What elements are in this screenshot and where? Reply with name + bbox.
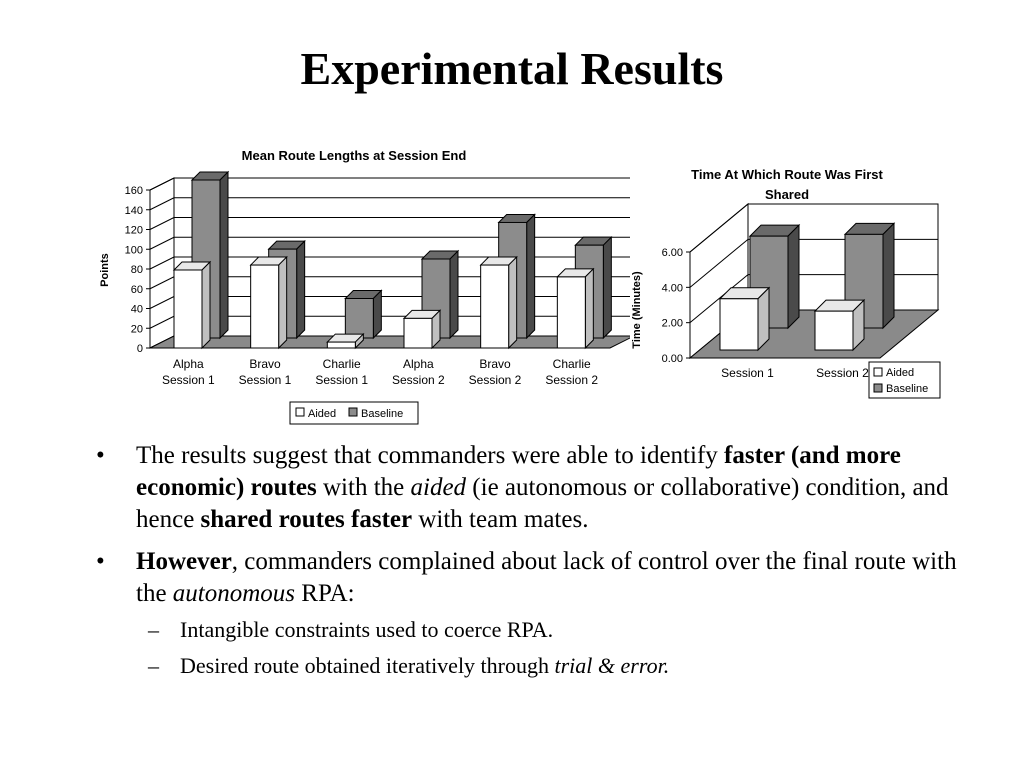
bar-aided <box>327 342 355 348</box>
text-run: The results suggest that commanders were able to identify <box>136 442 725 469</box>
bar-aided <box>720 299 758 350</box>
bar-baseline-side <box>297 241 305 338</box>
y-tick-label: 60 <box>130 283 143 296</box>
bar-aided-side <box>758 288 769 350</box>
text-run: with team mates. <box>412 506 589 533</box>
text-run: trial & error. <box>554 653 670 678</box>
text-run: , commanders complained about lack of control over the final route with the <box>136 548 957 607</box>
bar-baseline <box>345 299 373 339</box>
y-axis-label: Time (Minutes) <box>631 271 643 349</box>
text-run: with the <box>316 474 411 501</box>
y-tick-label: 4.00 <box>661 282 683 295</box>
y-tick-label: 80 <box>130 264 143 276</box>
bullet-marker: • <box>96 548 105 575</box>
y-tick-label: 0 <box>136 343 143 355</box>
x-tick-label: Bravo <box>479 357 511 371</box>
route-length-chart <box>90 140 630 430</box>
x-tick-label: Alpha <box>172 357 204 371</box>
x-tick-label: Charlie <box>322 357 361 371</box>
bar-aided-side <box>509 257 517 348</box>
bullet-text-2 <box>136 548 957 607</box>
bar-baseline-side <box>373 291 381 339</box>
x-tick-label: Session 2 <box>391 373 445 387</box>
bar-aided <box>815 311 853 350</box>
x-tick-label: Session 2 <box>816 366 869 380</box>
chart-title: Mean Route Lengths at Session End <box>241 148 467 163</box>
x-tick-label: Alpha <box>402 357 434 371</box>
y-tick-label: 120 <box>124 224 143 237</box>
legend-swatch-aided <box>296 408 304 416</box>
bar-aided-side <box>585 269 593 348</box>
y-tick-label: 140 <box>124 204 143 217</box>
bar-baseline-side <box>450 251 458 338</box>
x-tick-label: Bravo <box>249 357 281 371</box>
x-tick-label: Session 1 <box>315 373 369 387</box>
text-run: RPA: <box>295 580 355 607</box>
y-tick-label: 40 <box>130 303 143 316</box>
y-tick-label: 2.00 <box>661 317 683 330</box>
share-time-chart <box>620 160 960 405</box>
y-tick-label: 0.00 <box>661 353 683 365</box>
text-run: Intangible constraints used to coerce RPA. <box>180 617 554 642</box>
x-tick-label: Charlie <box>552 357 591 371</box>
sub-bullet-text-2 <box>180 653 669 678</box>
x-tick-label: Session 1 <box>721 366 774 380</box>
bar-baseline-side <box>603 237 611 338</box>
bar-aided <box>481 265 509 348</box>
legend-label-baseline: Baseline <box>886 383 929 395</box>
legend-label-baseline: Baseline <box>361 408 404 420</box>
chart-title: Time At Which Route Was First <box>691 167 883 182</box>
bullet-item-2 <box>96 546 976 680</box>
bullet-list <box>96 440 976 690</box>
bar-baseline-side <box>220 172 228 338</box>
dash-marker: – <box>148 653 159 678</box>
sub-bullet-list <box>136 616 976 680</box>
text-run: However <box>136 548 232 575</box>
y-tick-label: 6.00 <box>661 247 683 259</box>
legend-swatch-baseline <box>349 408 357 416</box>
sub-bullet-text-1 <box>180 617 553 642</box>
sub-bullet-item-2 <box>136 652 976 680</box>
text-run: (ie autonomous or collaborative) condition, and hence <box>136 474 949 533</box>
bar-aided <box>557 277 585 348</box>
y-tick-label: 100 <box>124 244 143 257</box>
y-tick-label: 20 <box>130 323 143 336</box>
text-run: Desired route obtained iteratively through <box>180 653 555 678</box>
legend-label-aided: Aided <box>308 408 337 420</box>
x-tick-label: Session 2 <box>545 373 599 387</box>
text-run: aided <box>410 474 467 501</box>
sub-bullet-item-1 <box>136 616 976 644</box>
dash-marker: – <box>148 617 159 642</box>
text-run: autonomous <box>172 580 296 607</box>
bullet-marker: • <box>96 442 105 469</box>
slide-title: Experimental Results <box>300 43 724 94</box>
y-axis-label: Points <box>99 253 111 287</box>
bar-aided <box>251 265 279 348</box>
bar-baseline-side <box>527 214 535 338</box>
bar-aided-side <box>279 257 287 348</box>
legend-swatch-aided <box>874 368 882 376</box>
text-run: shared routes faster <box>200 506 413 533</box>
y-tick-label: 160 <box>124 185 143 197</box>
legend-label-aided: Aided <box>886 367 915 379</box>
bullet-item-1 <box>96 440 976 536</box>
bar-aided <box>174 270 202 348</box>
chart-title: Shared <box>764 187 810 202</box>
bar-baseline-side <box>788 225 799 328</box>
x-tick-label: Session 1 <box>238 373 292 387</box>
x-tick-label: Session 2 <box>468 373 522 387</box>
bar-aided-side <box>202 262 210 348</box>
bullet-text-1 <box>136 442 949 533</box>
legend-swatch-baseline <box>874 384 882 392</box>
bar-aided <box>404 318 432 348</box>
bar-baseline-side <box>883 223 894 328</box>
text-run: faster (and more economic) routes <box>136 442 901 501</box>
x-tick-label: Session 1 <box>161 373 215 387</box>
